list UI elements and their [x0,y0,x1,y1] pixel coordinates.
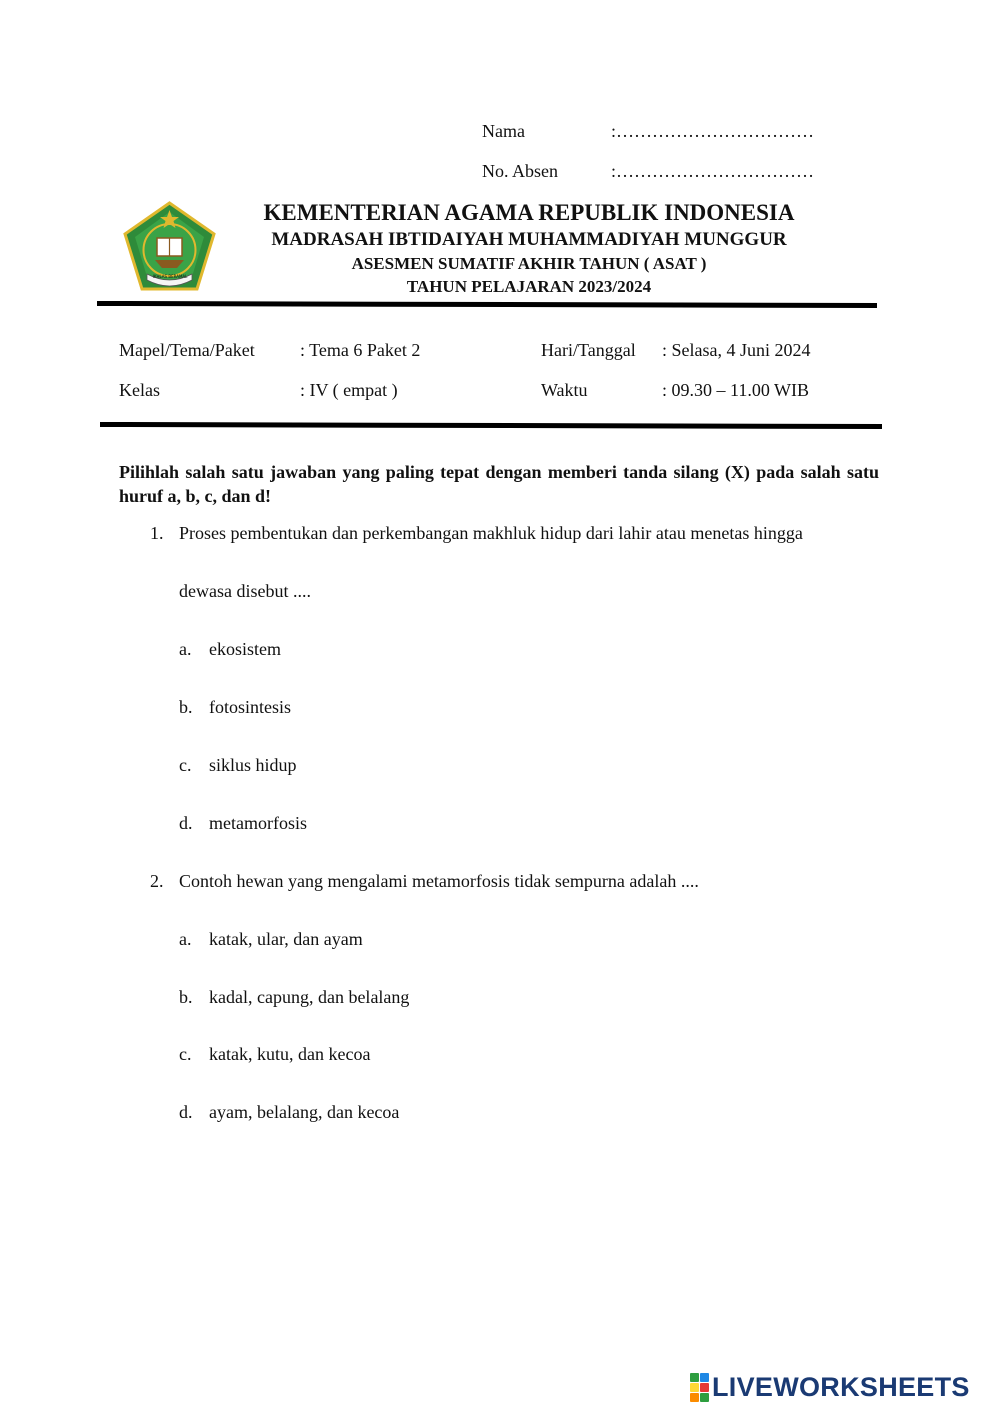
waktu-label: Waktu [541,380,588,400]
hari-label: Hari/Tanggal [541,340,636,360]
q1-option-a[interactable]: ekosistem [209,639,281,659]
q1-number: 1. [150,523,164,543]
liveworksheets-logo [690,1372,970,1403]
q1-option-b[interactable]: fotosintesis [209,697,292,717]
q2-option-d-letter[interactable]: d. [179,1102,193,1122]
header-ministry: KEMENTERIAN AGAMA REPUBLIK INDONESIA [263,200,795,225]
kelas-value: : IV ( empat ) [300,380,398,400]
name-label: Nama [482,121,525,141]
kelas-label: Kelas [119,380,160,400]
q1-option-d-letter[interactable]: d. [179,813,193,833]
logo-motto: IKHLAS BERAMAL [152,274,188,279]
q2-text: Contoh hewan yang mengalami metamorfosis tidak sempurna adalah .... [179,871,699,891]
q2-option-c-letter[interactable]: c. [179,1044,192,1064]
absen-field[interactable]: :…………………………… [611,161,815,181]
q2-number: 2. [150,871,164,891]
header-rule [97,301,877,308]
absen-label: No. Absen [482,161,558,181]
mapel-label: Mapel/Tema/Paket [119,340,255,360]
info-rule [100,422,882,429]
q1-text-line2: dewasa disebut .... [179,581,311,601]
q1-option-d[interactable]: metamorfosis [209,813,307,833]
header-school: MADRASAH IBTIDAIYAH MUHAMMADIYAH MUNGGUR [271,229,787,250]
q1-option-c[interactable]: siklus hidup [209,755,297,775]
q2-option-b-letter[interactable]: b. [179,987,193,1007]
q1-option-c-letter[interactable]: c. [179,755,192,775]
q2-option-b[interactable]: kadal, capung, dan belalang [209,987,410,1007]
q2-option-a-letter[interactable]: a. [179,929,192,949]
mapel-value: : Tema 6 Paket 2 [300,340,421,360]
header-exam: ASESMEN SUMATIF AKHIR TAHUN ( ASAT ) [351,254,707,273]
q2-option-d[interactable]: ayam, belalang, dan kecoa [209,1102,400,1122]
q1-option-a-letter[interactable]: a. [179,639,192,659]
header-year: TAHUN PELAJARAN 2023/2024 [406,277,652,296]
waktu-value: : 09.30 – 11.00 WIB [662,380,809,400]
liveworksheets-text: LIVEWORKSHEETS [712,1372,970,1402]
q2-option-a[interactable]: katak, ular, dan ayam [209,929,363,949]
kemenag-logo [122,200,217,292]
hari-value: : Selasa, 4 Juni 2024 [662,340,811,360]
liveworksheets-blocks-icon [690,1373,709,1402]
q1-option-b-letter[interactable]: b. [179,697,193,717]
name-field[interactable]: :…………………………… [611,121,815,141]
q1-text-line1: Proses pembentukan dan perkembangan makhluk hidup dari lahir atau menetas hingga [179,523,803,543]
q2-option-c[interactable]: katak, kutu, dan kecoa [209,1044,371,1064]
instruction: Pilihlah salah satu jawaban yang paling tepat dengan memberi tanda silang (X) pada salah satu huruf a, b, c, dan d! [119,462,879,506]
